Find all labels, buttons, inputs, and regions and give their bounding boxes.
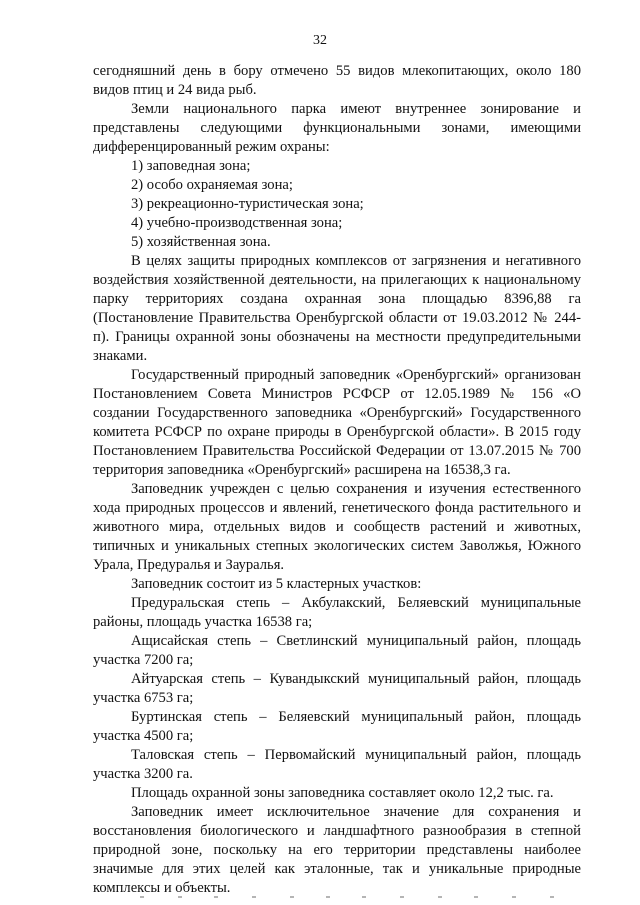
scan-artifacts — [140, 893, 560, 901]
paragraph-cluster-intro: Заповедник состоит из 5 кластерных участков: — [131, 576, 422, 592]
paragraph-protection-zone: В целях защиты природных комплексов от загрязнения и негативного воздействия хозяйственной деятельности, на прилегающих к национальному парку территориях создана охранная зона площадью 8396,88 га (Постановление Правительства Оренбургской области от 19.03.2012 № 244-п). Границы охранной зоны обозначены на местности предупредительными знаками. — [93, 253, 581, 364]
cluster-site: Буртинская степь – Беляевский муниципальный район, площадь участка 4500 га; — [93, 709, 581, 744]
paragraph-reserve-founding: Государственный природный заповедник «Оренбургский» организован Постановлением Совета Министров РСФСР от 12.05.1989 № 156 «О создании Государственного заповедника «Оренбургский» Государственного комитета РСФСР по охране природы в Оренбургской области». В 2015 году Постановлением Правительства Российской Федерации от 13.07.2015 № 700 территория заповедника «Оренбургский» расширена на 16538,3 га. — [93, 367, 581, 478]
paragraph-reserve-significance: Заповедник имеет исключительное значение для сохранения и восстановления биологического и ландшафтного разнообразия в степной природной зоне, поскольку на его территории представлены наиболее значимые для этих целей как эталонные, так и уникальные природные комплексы и объекты. — [93, 804, 581, 896]
cluster-site: Ащисайская степь – Светлинский муниципальный район, площадь участка 7200 га; — [93, 633, 581, 668]
cluster-site: Таловская степь – Первомайский муниципальный район, площадь участка 3200 га. — [93, 747, 581, 782]
cluster-site: Айтуарская степь – Кувандыкский муниципальный район, площадь участка 6753 га; — [93, 671, 581, 706]
cluster-site: Предуральская степь – Акбулакский, Беляевский муниципальные районы, площадь участка 16538 га; — [93, 595, 581, 630]
list-item: 4) учебно-производственная зона; — [131, 215, 343, 231]
list-item: 3) рекреационно-туристическая зона; — [131, 196, 364, 212]
list-item: 5) хозяйственная зона. — [131, 234, 271, 250]
paragraph-continuation: сегодняшний день в бору отмечено 55 видов млекопитающих, около 180 видов птиц и 24 вида рыб. — [93, 63, 581, 98]
list-item: 1) заповедная зона; — [131, 158, 251, 174]
page-number: 32 — [313, 33, 327, 48]
paragraph-zoning-intro: Земли национального парка имеют внутреннее зонирование и представлены следующими функциональными зонами, имеющими дифференцированный режим охраны: — [93, 101, 581, 155]
paragraph-reserve-buffer-area: Площадь охранной зоны заповедника составляет около 12,2 тыс. га. — [131, 785, 554, 801]
paragraph-reserve-purpose: Заповедник учрежден с целью сохранения и изучения естественного хода природных процессов и явлений, генетического фонда растительного и животного мира, отдельных видов и сообществ растений и животных, типичных и уникальных степных экологических систем Заволжья, Южного Урала, Предуралья и Зауралья. — [93, 481, 581, 573]
body-text — [93, 62, 581, 898]
list-item: 2) особо охраняемая зона; — [131, 177, 293, 193]
